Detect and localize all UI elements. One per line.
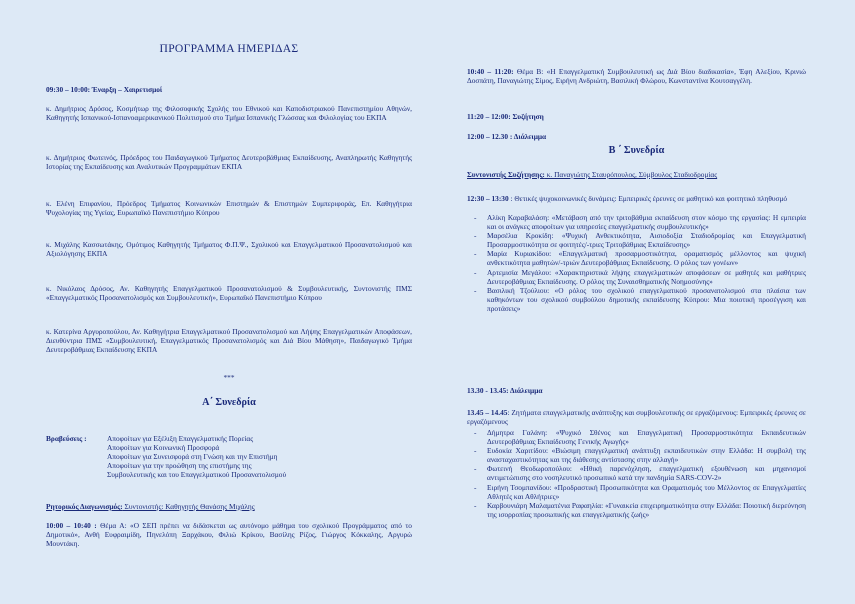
theme-b-time: 10:40 – 11:20: <box>467 67 514 76</box>
rhetoric-contest <box>46 502 412 511</box>
block-2-heading <box>467 408 806 426</box>
award-item: Αποφοίτων για Κοινωνική Προσφορά <box>107 443 220 453</box>
greeting-foteinos: κ. Δημήτριος Φωτεινός, Πρόεδρος του Παιδαγωγικού Τμήματος Δευτεροβάθμιας Εκπαίδευσης, Αναπληρωτής Καθηγητής Ιστορίας της Εκπαίδευσης και Αναλυτικών Προγραμμάτων ΕΚΠΑ <box>46 153 412 172</box>
block-1-title: : Θετικές ψυχοκοινωνικές δυνάμεις: Εμπειρικές έρευνες σε μαθητικό και φοιτητικό πληθυσμό <box>508 194 788 203</box>
theme-a <box>46 521 412 548</box>
block-1-heading <box>467 194 806 203</box>
block-2-title: : Ζητήματα επαγγελματικής ανάπτυξης και συμβουλευτικής σε εργαζόμενους: Εμπειρικές έρευνες σε εργαζόμενους <box>467 408 807 427</box>
coordinator-label: Συντονιστής Συζήτησης: <box>467 170 545 179</box>
coordinator-name: κ. Παναγιώτης Σταυρόπουλος, Σύμβουλος Σταδιοδρομίας <box>544 170 718 179</box>
discussion-coordinator <box>467 170 806 179</box>
session-a-heading: Α΄ Συνεδρία <box>202 397 256 408</box>
presentation-item: - Αλίκη Καραβαλάση: «Μετάβαση από την τριτοβάθμια εκπαίδευση στον κόσμο της εργασίας: Η εμπειρία και οι ανάγκες αποφοίτων για υπηρεσίες επαγγελματικής συμβουλευτικής» <box>467 213 806 231</box>
block-2-presentations <box>467 428 806 519</box>
greeting-argyropoulou: κ. Κατερίνα Αργυροπούλου, Αν. Καθηγήτρια Επαγγελματικού Προσανατολισμού και Λήψης Επαγγελματικών Αποφάσεων, Διευθύντρια ΠΜΣ «Συμβουλευτική, Επαγγελματικός Προσανατολισμός και Διά Βίου Μάθηση», Παιδαγωγικό Τμήμα Δευτεροβάθμιας Εκπαίδευσης ΕΚΠΑ <box>46 327 412 355</box>
award-item: Αποφοίτων για Εξέλιξη Επαγγελματικής Πορείας <box>107 434 254 443</box>
break-slot-2: 13.30 - 13.45: Διάλειμμα <box>467 386 543 395</box>
greeting-epifaniou: κ. Ελένη Επιφανίου, Πρόεδρος Τμήματος Κοινωνικών Επιστημών & Επιστημών Συμπεριφοράς, Επ. Καθηγήτρια Ψυχολογίας της Υγείας, Ευρωπαϊκό Πανεπιστήμιο Κύπρου <box>46 199 412 218</box>
presentation-item: - Βασιλική Τζούλιου: «Ο ρόλος του σχολικού επαγγελματικού προσανατολισμού στα πλαίσια των καθηκόντων του σχολικού συμβούλου δημοτικής εκπαίδευσης Κύπρου: Μια ποιοτική προσέγγιση και προτάσεις» <box>467 286 806 313</box>
separator-stars: *** <box>223 373 235 382</box>
presentation-item: - Ειρήνη Τσομπανίδου: «Προδραστική Προσωπικότητα και Οραματισμός του Μέλλοντος σε Επαγγελματίες Αθλητές και Αθλήτριες» <box>467 483 806 501</box>
awards-label: Βραβεύσεις : <box>46 434 87 443</box>
presentation-item: - Φωτεινή Θεοδωροπούλου: «Ηθική παρενόχληση, επαγγελματική εξουθένωση και μηχανισμοί αντιμετώπισης στο νοσηλευτικό προσωπικό κατά την πανδημία SARS-COV-2» <box>467 464 806 482</box>
awards-section <box>46 434 412 479</box>
greeting-kassotakis: κ. Μιχάλης Κασσωτάκης, Ομότιμος Καθηγητής Τμήματος Φ.Π.Ψ., Σχολικού και Επαγγελματικού Προσανατολισμού και Αξιολόγησης ΕΚΠΑ <box>46 240 412 259</box>
theme-b <box>467 67 806 85</box>
presentation-item: - Μαρσέλια Κροκίδη: «Ψυχική Ανθεκτικότητα, Αισιοδοξία Σταδιοδρομίας και Επαγγελματική Προσαρμοστικότητα σε φοιτητές/-τριες Τριτοβάθμιας Εκπαίδευσης» <box>467 231 806 249</box>
theme-a-time: 10:00 – 10:40 : <box>46 521 97 530</box>
block-1-presentations <box>467 213 806 313</box>
rhetoric-label: Ρητορικός Διαγωνισμός: <box>46 502 123 511</box>
break-slot-1: 12:00 – 12.30 : Διάλειμμα <box>467 132 547 141</box>
greeting-drosos-dimitrios: κ. Δημήτριος Δρόσος, Κοσμήτωρ της Φιλοσοφικής Σχολής του Εθνικού και Καποδιστριακού Πανεπιστημίου Αθηνών, Καθηγητής Ισπανικού-Ισπανοαμερικανικού Πολιτισμού στο Τμήμα Ισπανικής Γλώσσας και Φιλολογίας του ΕΚΠΑ <box>46 104 412 123</box>
greeting-drosos-nikolaos: κ. Νικόλαος Δρόσος, Αν. Καθηγητής Επαγγελματικού Προσανατολισμού & Συμβουλευτικής, Συντονιστής ΠΜΣ «Επαγγελματικός Προσανατολισμός και Συμβουλευτική», Ευρωπαϊκό Πανεπιστήμιο Κύπρου <box>46 284 412 303</box>
block-2-time: 13.45 – 14.45 <box>467 408 508 417</box>
opening-heading: 09:30 – 10:00: Έναρξη – Χαιρετισμοί <box>46 85 163 94</box>
theme-b-text: Θέμα Β: «Η Επαγγελματική Συμβουλευτική ως Διά Βίου διαδικασία», Έφη Αλεξίου, Κρινιώ Δοσπάτη, Παναγιώτης Σίμος, Ειρήνη Ανδριώτη, Βασιλική Φλώρου, Κωνσταντίνα Κουτσαγγέλη. <box>467 67 806 86</box>
block-1-time: 12:30 – 13:30 <box>467 194 509 203</box>
award-item: Συμβουλευτικής και του Επαγγελματικού Προσανατολισμού <box>107 470 287 480</box>
theme-a-text: Θέμα Α: «Ο ΣΕΠ πρέπει να διδάσκεται ως αυτόνομο μάθημα του σχολικού Προγράμματος από το Δημοτικό», Ανθή Ευφραιμίδη, Πηνελόπη Ξαρχάκου, Φιλιώ Κρίκου, Βασίλης Ρίζος, Γιώργος Κόκκαλης, Αργυρώ Μουντάκη. <box>46 521 412 549</box>
discussion-slot: 11:20 – 12:00: Συζήτηση <box>467 112 544 121</box>
award-item: Αποφοίτων για την προώθηση της επιστήμης της <box>107 461 252 471</box>
award-item: Αποφοίτων για Συνεισφορά στη Γνώση και την Επιστήμη <box>107 452 278 462</box>
presentation-item: - Αρτεμισία Μεγάλου: «Χαρακτηριστικά λήψης επαγγελματικών αποφάσεων σε μαθητές και μαθήτριες Δευτεροβάθμιας Εκπαίδευσης. Ο ρόλος της Συναισθηματικής Νοημοσύνης» <box>467 268 806 286</box>
rhetoric-coordinator: Συντονιστής: Καθηγητής Θανάσης Μιχάλης <box>122 502 255 511</box>
session-b-heading: Β ΄ Συνεδρία <box>608 145 665 156</box>
presentation-item: - Μαρία Κυριακίδου: «Επαγγελματική προσαρμοστικότητα, οραματισμός μέλλοντος και ψυχική ανθεκτικότητα μαθητών/-τριών Δευτεροβάθμιας Εκπαίδευσης. Ο ρόλος των γονέων» <box>467 249 806 267</box>
presentation-item: - Καρβουνιάρη Μαλαματένια Ραφαηλία: «Γυναικεία επιχειρηματικότητα στην Ελλάδα: Ποιοτική διερεύνηση της ισορροπίας προσωπικής και επαγγελματικής ζωής» <box>467 501 806 519</box>
awards-list <box>107 434 412 479</box>
presentation-item: - Ευδοκία Χαριτίδου: «Βιώσιμη επαγγελματική ανάπτυξη εκπαιδευτικών στην Ελλάδα: Η συμβολή της ανασταχαστικότητας και της διάθεσης αντίστασης στην αλλαγή» <box>467 446 806 464</box>
program-title: ΠΡΟΓΡΑΜΜΑ ΗΜΕΡΙΔΑΣ <box>159 42 299 55</box>
presentation-item: - Δήμητρα Γαλάνη: «Ψυχικό Σθένος και Επαγγελματική Προσαρμοστικότητα Εκπαιδευτικών Δευτεροβάθμιας Εκπαίδευσης Γενικής Αγωγής» <box>467 428 806 446</box>
